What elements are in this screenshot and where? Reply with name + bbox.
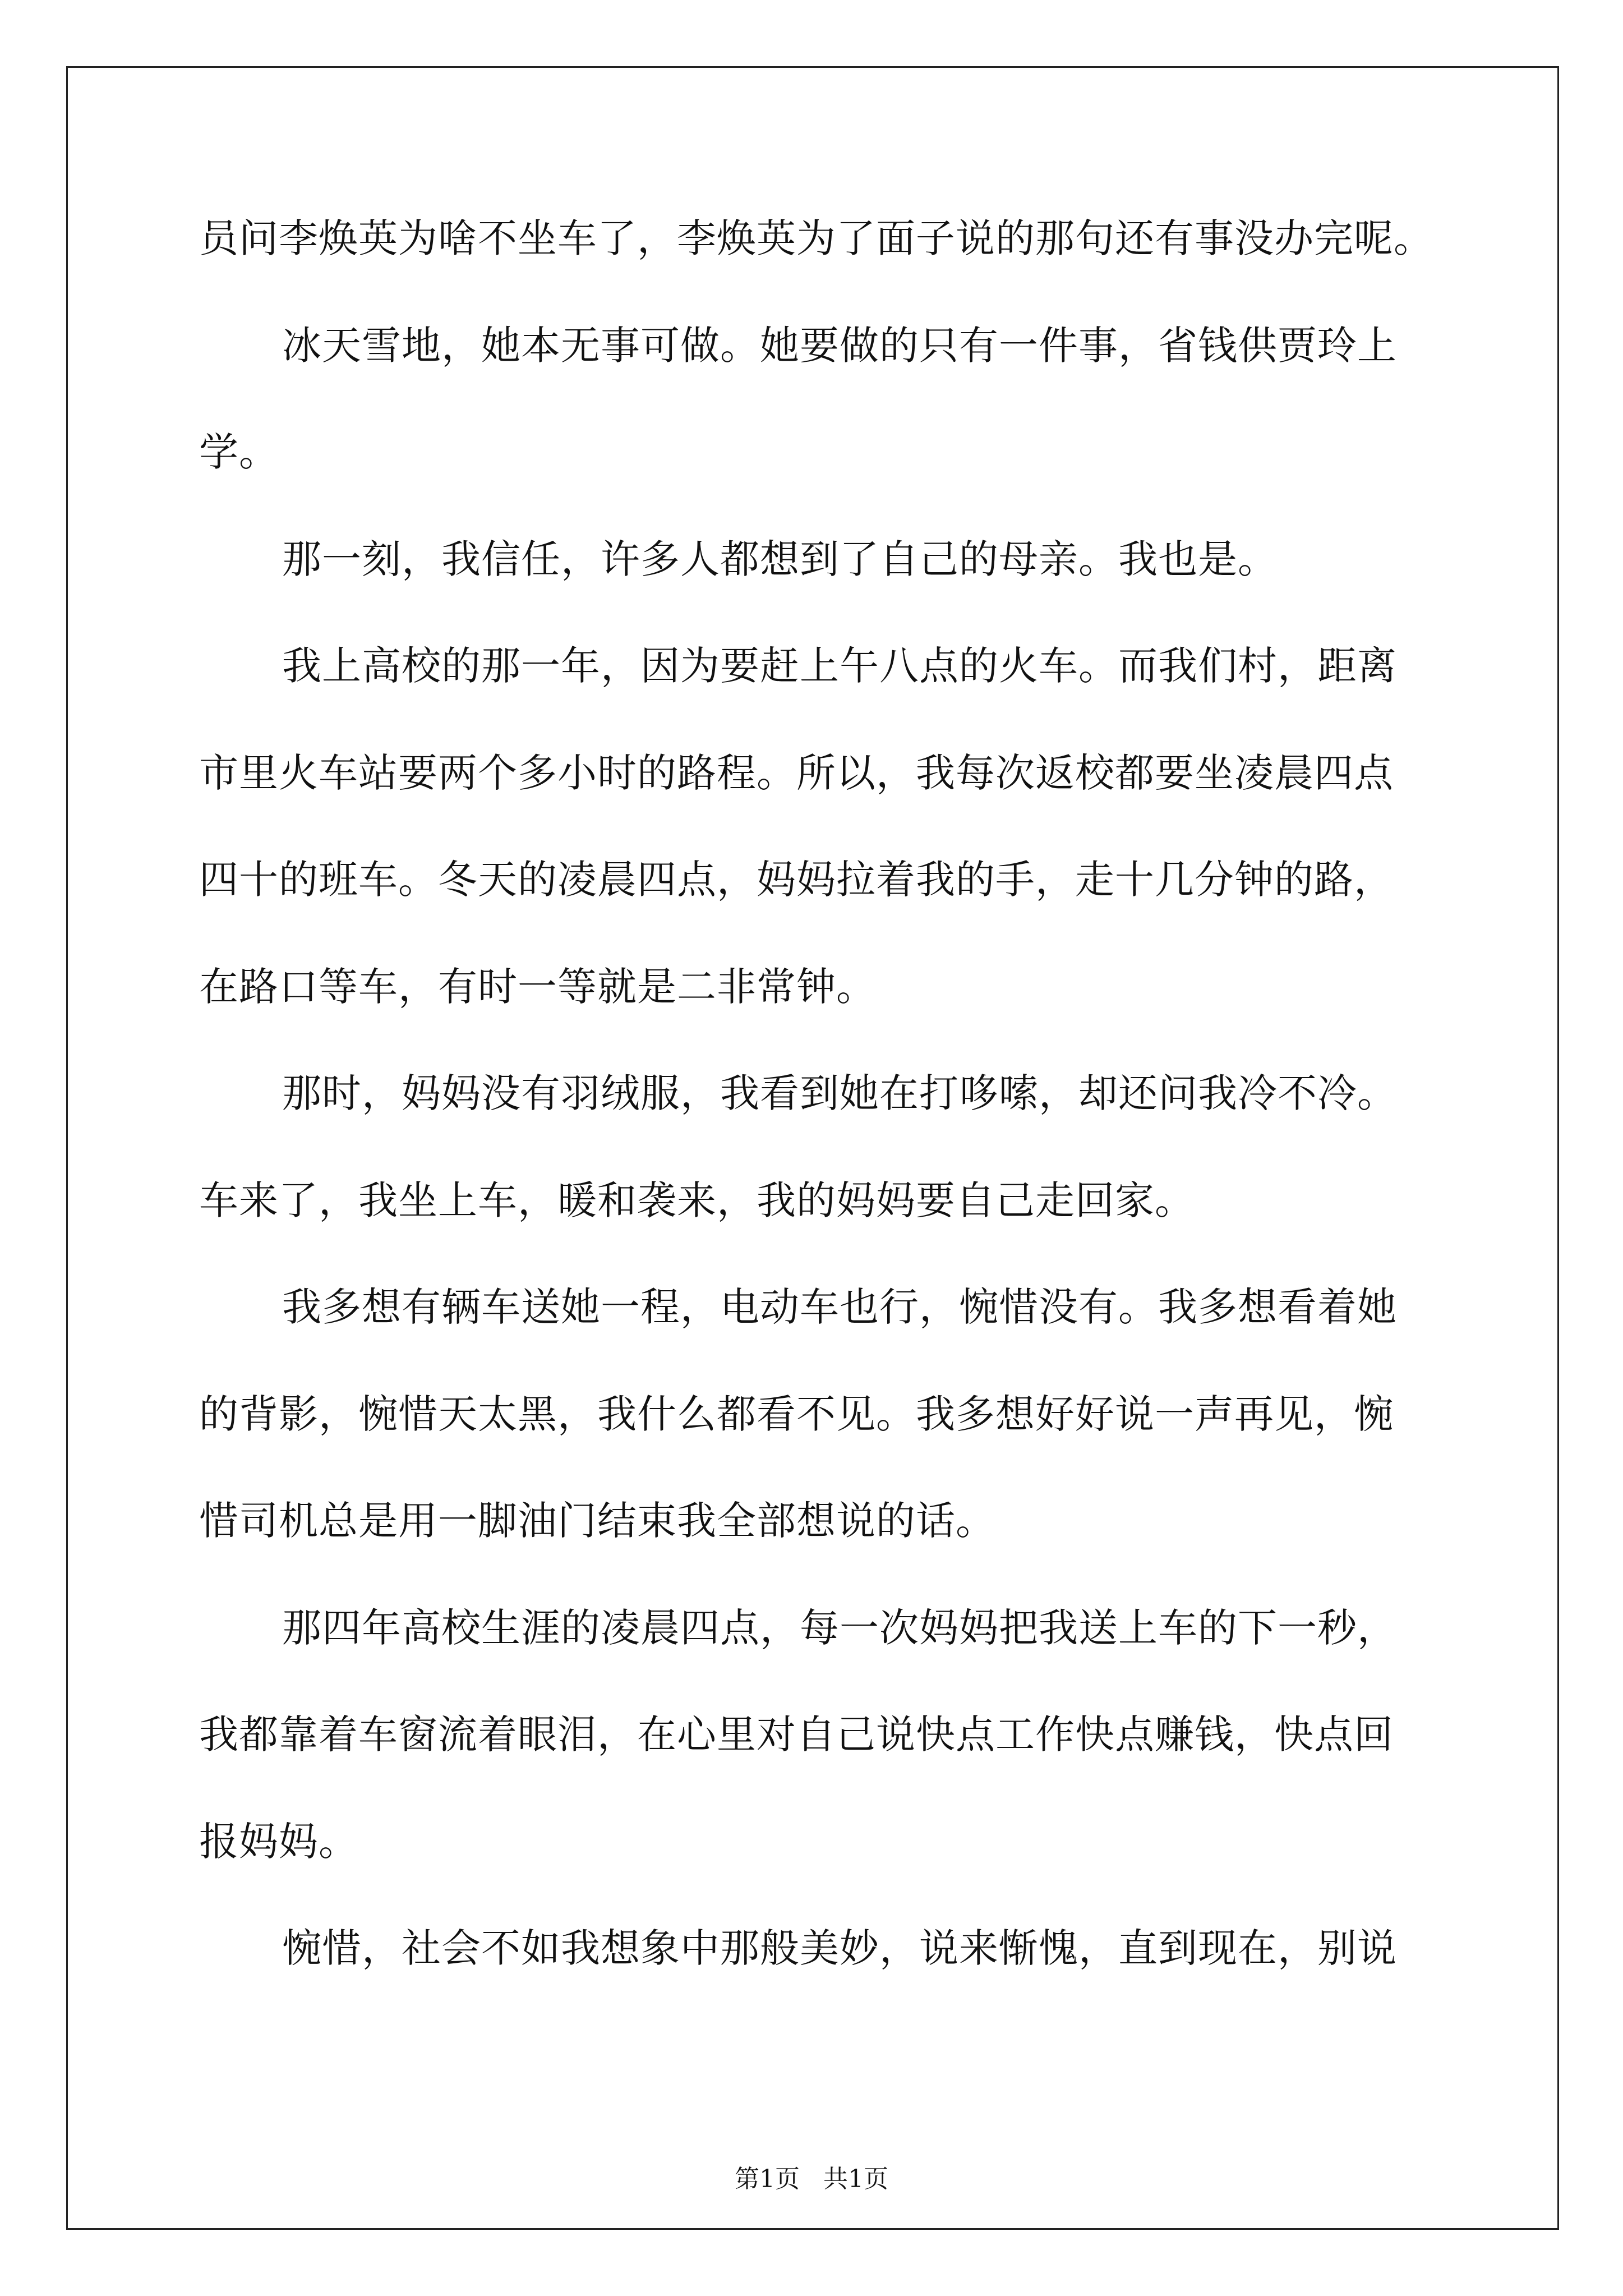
paragraph-line: 那一刻，我信任，许多人都想到了自己的母亲。我也是。 xyxy=(282,536,1278,582)
paragraph-line: 惋惜，社会不如我想象中那般美妙，说来惭愧，直到现在，别说 xyxy=(282,1925,1397,1971)
paragraph-line: 员问李焕英为啥不坐车了，李焕英为了面子说的那句还有事没办完呢。 xyxy=(199,215,1433,261)
paragraph-line: 学。 xyxy=(199,429,279,475)
paragraph-line: 市里火车站要两个多小时的路程。所以，我每次返校都要坐凌晨四点 xyxy=(199,750,1394,796)
paragraph-line: 我上高校的那一年，因为要赶上午八点的火车。而我们村，距离 xyxy=(282,643,1397,689)
paragraph-line: 我多想有辆车送她一程，电动车也行，惋惜没有。我多想看着她 xyxy=(282,1284,1397,1330)
paragraph-line: 在路口等车，有时一等就是二非常钟。 xyxy=(199,964,876,1010)
paragraph-line: 惜司机总是用一脚油门结束我全部想说的话。 xyxy=(199,1498,995,1544)
paragraph-line: 那时，妈妈没有羽绒服，我看到她在打哆嗦，却还问我冷不冷。 xyxy=(282,1070,1397,1116)
paragraph-line: 报妈妈。 xyxy=(199,1819,358,1865)
page-footer: 第1页 共1页 xyxy=(735,2165,888,2193)
paragraph-line: 四十的班车。冬天的凌晨四点，妈妈拉着我的手，走十几分钟的路， xyxy=(199,857,1394,903)
paragraph-line: 车来了，我坐上车，暖和袭来，我的妈妈要自己走回家。 xyxy=(199,1177,1195,1223)
paragraph-line: 那四年高校生涯的凌晨四点，每一次妈妈把我送上车的下一秒， xyxy=(282,1605,1397,1651)
paragraph-line: 冰天雪地，她本无事可做。她要做的只有一件事，省钱供贾玲上 xyxy=(282,323,1397,369)
paragraph-line: 的背影，惋惜天太黑，我什么都看不见。我多想好好说一声再见，惋 xyxy=(199,1391,1394,1437)
page-border xyxy=(66,66,1559,2230)
paragraph-line: 我都靠着车窗流着眼泪，在心里对自己说快点工作快点赚钱，快点回 xyxy=(199,1711,1394,1757)
